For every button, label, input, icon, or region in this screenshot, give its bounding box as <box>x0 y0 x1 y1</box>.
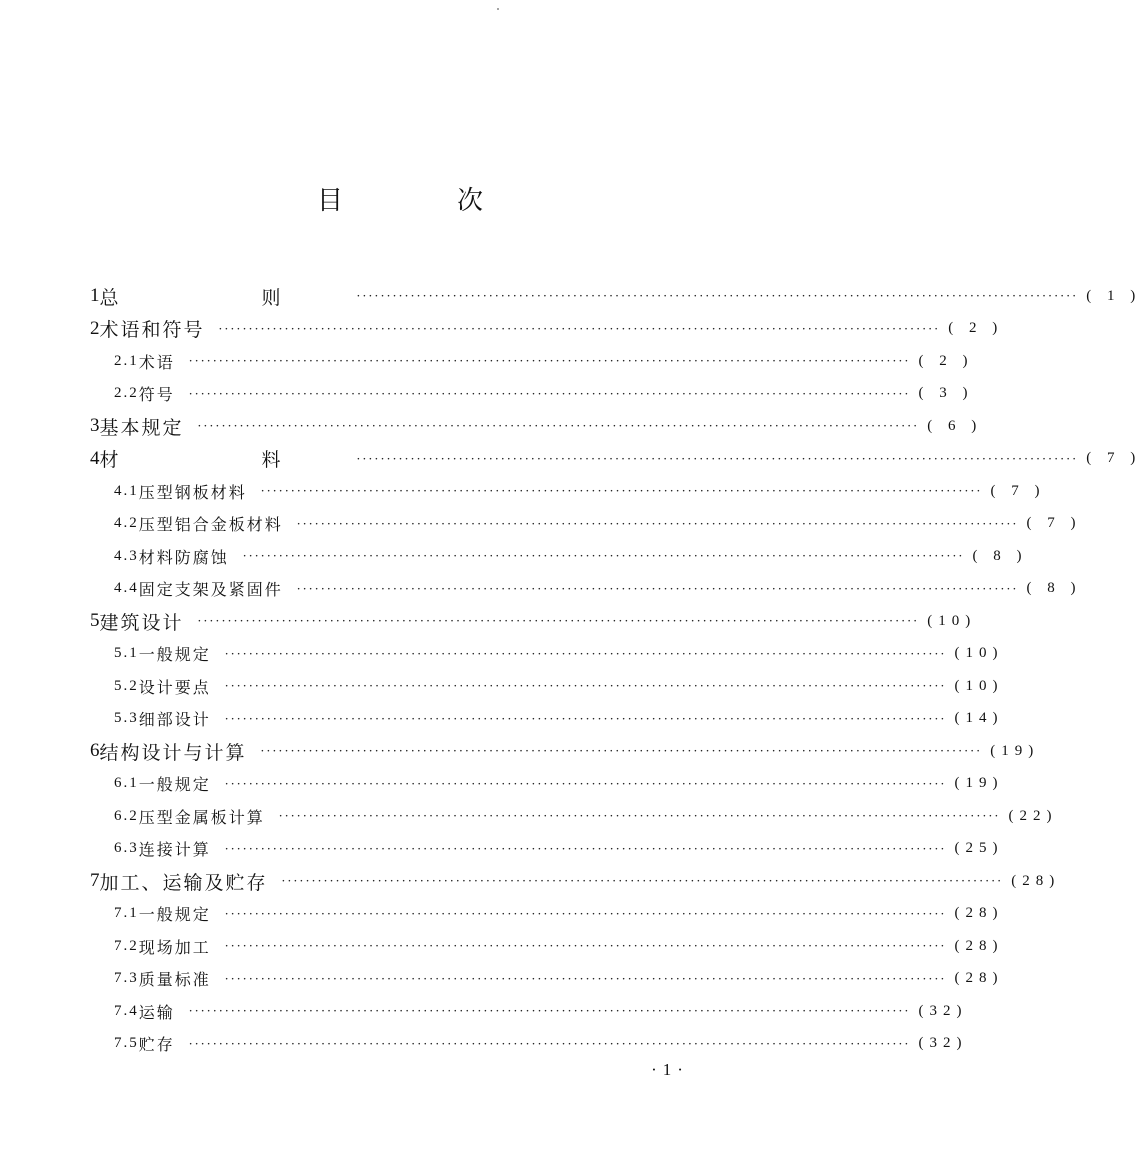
toc-section-row[interactable] <box>90 930 1004 963</box>
dot-leader: ························································································································ <box>188 354 911 369</box>
toc-entry-number: 7.3 <box>114 970 139 987</box>
toc-entry-title: 术语 <box>138 352 175 372</box>
toc-entry-title: 设计要点 <box>138 677 211 697</box>
toc-entry-page: (28) <box>954 937 1004 954</box>
toc-entry-page: (28) <box>954 905 1004 922</box>
dot-leader: ························································································································ <box>224 939 947 954</box>
toc-entry-number: 2.2 <box>114 385 139 402</box>
dot-leader: ························································································································ <box>224 711 947 726</box>
toc-entry-number: 6.2 <box>114 807 139 824</box>
toc-section-row[interactable] <box>90 768 1004 801</box>
toc-section-row[interactable] <box>90 475 1046 508</box>
dot-leader: ························································································································ <box>224 971 947 986</box>
toc-entry-number: 6.3 <box>114 840 139 857</box>
toc-entry-page: ( 2 ) <box>918 352 974 369</box>
toc-entry-title: 质量标准 <box>138 970 211 990</box>
toc-entry-page: ( 7 ) <box>990 482 1046 499</box>
toc-entry-number: 4.2 <box>114 515 139 532</box>
toc-section-row[interactable] <box>90 540 1028 573</box>
toc-entry-number: 7 <box>90 870 100 892</box>
dot-leader: ························································································································ <box>281 874 1004 889</box>
toc-entry-title: 术语和符号 <box>99 319 205 342</box>
dot-leader: ························································································································ <box>218 321 941 336</box>
dot-leader: ························································································································ <box>260 484 983 499</box>
toc-entry-page: (32) <box>918 1035 968 1052</box>
dot-leader: ························································································································ <box>296 581 1019 596</box>
toc-entry-page: (19) <box>954 775 1004 792</box>
toc-entry-page: (10) <box>954 677 1004 694</box>
toc-entry-number: 6 <box>90 740 100 762</box>
toc-entry-page: (22) <box>1008 807 1058 824</box>
toc-entry-number: 4.4 <box>114 580 139 597</box>
toc-entry-number: 3 <box>90 415 100 437</box>
toc-entry-title: 符号 <box>138 385 175 405</box>
dot-leader: ························································································································ <box>224 646 947 661</box>
toc-entry-title: 压型金属板计算 <box>138 807 265 827</box>
toc-section-row[interactable] <box>90 378 974 411</box>
toc-section-row[interactable] <box>90 800 1058 833</box>
dot-leader: ························································································································ <box>356 289 1079 304</box>
toc-section-row[interactable] <box>90 508 1082 541</box>
toc-entry-title: 现场加工 <box>138 937 211 957</box>
toc-section-row[interactable] <box>90 833 1004 866</box>
page-title: 目 次 <box>316 186 527 216</box>
dot-leader: ························································································································ <box>197 419 920 434</box>
toc-section-row[interactable] <box>90 898 1004 931</box>
toc-entry-page: (10) <box>954 645 1004 662</box>
dot-leader: ························································································································ <box>224 906 947 921</box>
toc-entry-title: 加工、运输及贮存 <box>99 871 268 894</box>
toc-entry-title: 结构设计与计算 <box>99 741 247 764</box>
toc-entry-page: ( 1 ) <box>1086 287 1141 304</box>
toc-entry-title: 贮存 <box>138 1035 175 1055</box>
toc-entry-number: 5.2 <box>114 677 139 694</box>
toc-entry-number: 7.4 <box>114 1002 139 1019</box>
toc-entry-number: 4 <box>90 447 100 469</box>
toc-entry-page: ( 6 ) <box>927 417 983 434</box>
toc-entry-title: 固定支架及紧固件 <box>138 580 283 600</box>
toc-entry-number: 6.1 <box>114 775 139 792</box>
toc-entry-page: (32) <box>918 1002 968 1019</box>
toc-entry-title: 连接计算 <box>138 840 211 860</box>
toc-entry-number: 2 <box>90 317 100 339</box>
toc-entry-title: 一般规定 <box>138 645 211 665</box>
toc-section-row[interactable] <box>90 703 1004 736</box>
dot-leader: ························································································································ <box>260 744 983 759</box>
toc-entry-title: 细部设计 <box>138 710 211 730</box>
toc-entry-number: 7.1 <box>114 905 139 922</box>
toc-section-row[interactable] <box>90 670 1004 703</box>
toc-entry-page: (19) <box>990 742 1040 759</box>
toc-entry-page: (28) <box>954 970 1004 987</box>
toc-entry-title: 材料防腐蚀 <box>138 547 229 567</box>
toc-entry-title: 一般规定 <box>138 775 211 795</box>
toc-section-row[interactable] <box>90 638 1004 671</box>
dot-leader: ························································································································ <box>296 516 1019 531</box>
toc-entry-number: 7.5 <box>114 1035 139 1052</box>
dot-leader: ························································································································ <box>278 809 1001 824</box>
toc-chapter-row[interactable] <box>90 735 1040 768</box>
toc-chapter-row[interactable] <box>90 280 1141 313</box>
toc-entry-title: 运输 <box>138 1002 175 1022</box>
toc-section-row[interactable] <box>90 963 1004 996</box>
toc-entry-title: 总 则 <box>99 286 343 309</box>
toc-entry-title: 一般规定 <box>138 905 211 925</box>
toc-entry-title: 建筑设计 <box>99 611 184 634</box>
toc-entry-title: 压型钢板材料 <box>138 482 247 502</box>
toc-chapter-row[interactable] <box>90 410 983 443</box>
toc-entry-page: ( 2 ) <box>948 320 1004 337</box>
toc-entry-page: ( 7 ) <box>1086 450 1141 467</box>
toc-entry-page: ( 8 ) <box>972 547 1028 564</box>
table-of-contents <box>90 280 1141 1060</box>
toc-entry-page: ( 3 ) <box>918 385 974 402</box>
toc-entry-number: 2.1 <box>114 352 139 369</box>
toc-entry-page: (28) <box>1011 872 1061 889</box>
dot-leader: ························································································································ <box>224 776 947 791</box>
toc-chapter-row[interactable] <box>90 605 977 638</box>
toc-entry-number: 4.3 <box>114 547 139 564</box>
dot-leader: ························································································································ <box>242 549 965 564</box>
toc-entry-title: 压型铝合金板材料 <box>138 515 283 535</box>
toc-entry-number: 1 <box>90 285 100 307</box>
toc-entry-number: 7.2 <box>114 937 139 954</box>
dot-leader: ························································································································ <box>188 1004 911 1019</box>
dot-leader: ························································································································ <box>197 614 920 629</box>
toc-entry-page: ( 8 ) <box>1026 580 1082 597</box>
toc-entry-number: 5.1 <box>114 645 139 662</box>
dot-leader: ························································································································ <box>224 841 947 856</box>
toc-entry-title: 基本规定 <box>99 416 184 439</box>
toc-chapter-row[interactable] <box>90 443 1141 476</box>
page-number: ·1· <box>651 1060 689 1079</box>
toc-chapter-row[interactable] <box>90 865 1061 898</box>
toc-entry-number: 5 <box>90 610 100 632</box>
toc-entry-page: (14) <box>954 710 1004 727</box>
toc-entry-page: (10) <box>927 612 977 629</box>
toc-section-row[interactable] <box>90 1028 968 1061</box>
toc-section-row[interactable] <box>90 345 974 378</box>
toc-entry-title: 材 料 <box>99 449 343 472</box>
toc-section-row[interactable] <box>90 995 968 1028</box>
dot-leader: ························································································································ <box>188 1036 911 1051</box>
scan-speck <box>497 8 499 10</box>
dot-leader: ························································································································ <box>356 451 1079 466</box>
toc-entry-page: ( 7 ) <box>1026 515 1082 532</box>
dot-leader: ························································································································ <box>224 679 947 694</box>
toc-entry-number: 5.3 <box>114 710 139 727</box>
toc-entry-number: 4.1 <box>114 482 139 499</box>
toc-section-row[interactable] <box>90 573 1082 606</box>
toc-chapter-row[interactable] <box>90 313 1004 346</box>
dot-leader: ························································································································ <box>188 386 911 401</box>
toc-entry-page: (25) <box>954 840 1004 857</box>
